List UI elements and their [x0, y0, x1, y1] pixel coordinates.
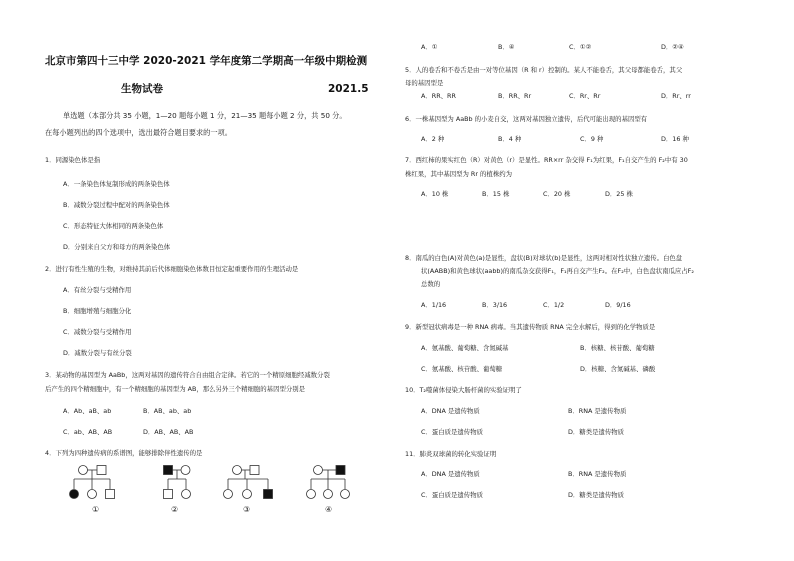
option-b: B．细胞增殖与细胞分化 [63, 307, 132, 315]
question-stem-line-2: 母的基因型是 [405, 79, 444, 87]
pedigree-label-2: ② [171, 505, 179, 514]
option-d: D．②④ [661, 43, 684, 51]
female-unaffected [224, 490, 233, 499]
female-unaffected [314, 466, 323, 475]
option-d: D．16 种 [661, 135, 689, 143]
option-d: D．核糖、含氮碱基、磷酸 [580, 365, 656, 373]
male-affected [164, 466, 173, 475]
subject-title: 生物试卷 [121, 83, 163, 95]
question-stem: 9．新型冠状病毒是一种 RNA 病毒。当其遗传物质 RNA 完全水解后，得到的化学物质是 [405, 323, 656, 331]
option-c: C．形态特征大体相同的两条染色体 [63, 222, 164, 230]
option-b: B．AB、ab、ab [143, 407, 192, 415]
option-b: B．④ [498, 43, 515, 51]
option-b: B．15 株 [482, 190, 510, 198]
option-b: B．RNA 是遗传物质 [568, 470, 627, 478]
option-d: D．分别来自父方和母方的两条染色体 [63, 243, 171, 251]
option-a: A．1/16 [421, 301, 447, 309]
option-d: D．Rr、rr [661, 92, 691, 100]
female-unaffected [88, 490, 97, 499]
pedigree-4 [307, 466, 350, 499]
option-c: C．9 种 [580, 135, 604, 143]
question-stem: 10．T₂噬菌体侵染大肠杆菌的实验证明了 [405, 386, 522, 394]
option-a: A．2 种 [421, 135, 445, 143]
pedigree-label-3: ③ [243, 505, 251, 514]
male-affected [336, 466, 345, 475]
option-d: D．25 株 [605, 190, 633, 198]
option-b: B．4 种 [498, 135, 522, 143]
pedigree-2 [164, 466, 191, 499]
option-c: C．①② [569, 43, 592, 51]
pedigree-3 [224, 466, 273, 499]
option-c: C．1/2 [543, 301, 565, 309]
exam-title: 北京市第四十三中学 2020-2021 学年度第二学期高一年级中期检测 [45, 55, 368, 67]
pedigree-label-4: ④ [325, 505, 333, 514]
option-a: A．有丝分裂与受精作用 [63, 286, 132, 294]
question-stem-line-1: 5．人的卷舌和不卷舌是由一对等位基因（R 和 r）控制的。某人不能卷舌，其父母都能卷舌，其父 [405, 66, 683, 74]
female-unaffected [307, 490, 316, 499]
pedigree-label-1: ① [92, 505, 100, 514]
option-a: A．一条染色体复制形成的两条染色体 [63, 180, 170, 188]
intro-line-2: 在每小题列出的四个选项中，选出最符合题目要求的一项。 [45, 128, 232, 137]
option-d: D．9/16 [605, 301, 631, 309]
option-d: D．糖类是遗传物质 [568, 491, 625, 499]
question-stem: 4．下列为四种遗传病的系谱图，能够排除伴性遗传的是 [45, 449, 203, 457]
option-a: A．DNA 是遗传物质 [421, 407, 480, 415]
female-unaffected [79, 466, 88, 475]
female-unaffected [182, 490, 191, 499]
option-c: C．ab、AB、AB [63, 428, 113, 436]
question-stem: 11．肺炎双球菌的转化实验证明 [405, 450, 497, 458]
option-b: B．RNA 是遗传物质 [568, 407, 627, 415]
question-stem: 1．同源染色体是指 [45, 156, 101, 164]
question-stem: 6．一株基因型为 AaBb 的小麦自交，这两对基因独立遗传，后代可能出现的基因型有 [405, 115, 648, 123]
option-a: A．10 株 [421, 190, 449, 198]
option-a: A．① [421, 43, 438, 51]
female-unaffected [324, 490, 333, 499]
option-a: A．氨基酸、葡萄糖、含氮碱基 [421, 344, 509, 352]
option-b: B．核糖、核苷酸、葡萄糖 [580, 344, 655, 352]
female-unaffected [243, 490, 252, 499]
option-c: C．减数分裂与受精作用 [63, 328, 132, 336]
exam-date: 2021.5 [328, 83, 369, 95]
option-d: D．AB、AB、AB [143, 428, 194, 436]
question-stem-line-1: 3．某动物的基因型为 AaBb，这两对基因的遗传符合自由组合定律。若它的一个精原细胞经减数分裂 [45, 371, 330, 379]
male-unaffected [164, 490, 173, 499]
male-unaffected [97, 466, 106, 475]
question-stem-line-2: 株红果，其中基因型为 Rr 的植株约为 [405, 170, 512, 178]
option-c: C．氨基酸、核苷酸、葡萄糖 [421, 365, 503, 373]
option-b: B．减数分裂过程中配对的两条染色体 [63, 201, 170, 209]
option-a: A．Ab、aB、ab [63, 407, 112, 415]
female-affected [70, 490, 79, 499]
question-stem-line-2: 状(AABB)和黄色球状(aabb)的南瓜杂交获得F₁，F₁再自交产生F₂。在F₂中，白色盘状南瓜应占F₂ [421, 267, 694, 275]
question-stem-line-2: 后产生的四个精细胞中，有一个精细胞的基因型为 AB，那么另外三个精细胞的基因型分别是 [45, 385, 306, 393]
male-affected [264, 490, 273, 499]
option-d: D．糖类是遗传物质 [568, 428, 625, 436]
question-stem: 2．进行有性生殖的生物，对维持其前后代体细胞染色体数目恒定起重要作用的生理活动是 [45, 265, 299, 273]
option-c: C．Rr、Rr [569, 92, 601, 100]
option-b: B．3/16 [482, 301, 508, 309]
option-c: C．蛋白质是遗传物质 [421, 491, 483, 499]
question-stem-line-1: 8．南瓜的白色(A)对黄色(a)是显性，盘状(B)对球状(b)是显性，这两对相对性状独立遗传。白色盘 [405, 254, 683, 262]
option-c: C．蛋白质是遗传物质 [421, 428, 483, 436]
option-c: C．20 株 [543, 190, 571, 198]
female-unaffected [181, 466, 190, 475]
pedigree-1 [70, 466, 115, 499]
female-unaffected [341, 490, 350, 499]
option-a: A．RR、RR [421, 92, 456, 100]
male-unaffected [250, 466, 259, 475]
female-unaffected [233, 466, 242, 475]
option-a: A．DNA 是遗传物质 [421, 470, 480, 478]
option-b: B．RR、Rr [498, 92, 532, 100]
intro-line-1: 单选题（本部分共 35 小题，1—20 题每小题 1 分，21—35 题每小题 2 分，共 50 分。 [63, 111, 347, 120]
male-unaffected [106, 490, 115, 499]
question-stem-line-3: 总数的 [421, 280, 441, 288]
question-stem-line-1: 7．西红柿的果实红色（R）对黄色（r）是显性。RR×rr 杂交得 F₁为红果，F₁自交产生的 F₂中有 30 [405, 156, 688, 164]
option-d: D．减数分裂与有丝分裂 [63, 349, 132, 357]
